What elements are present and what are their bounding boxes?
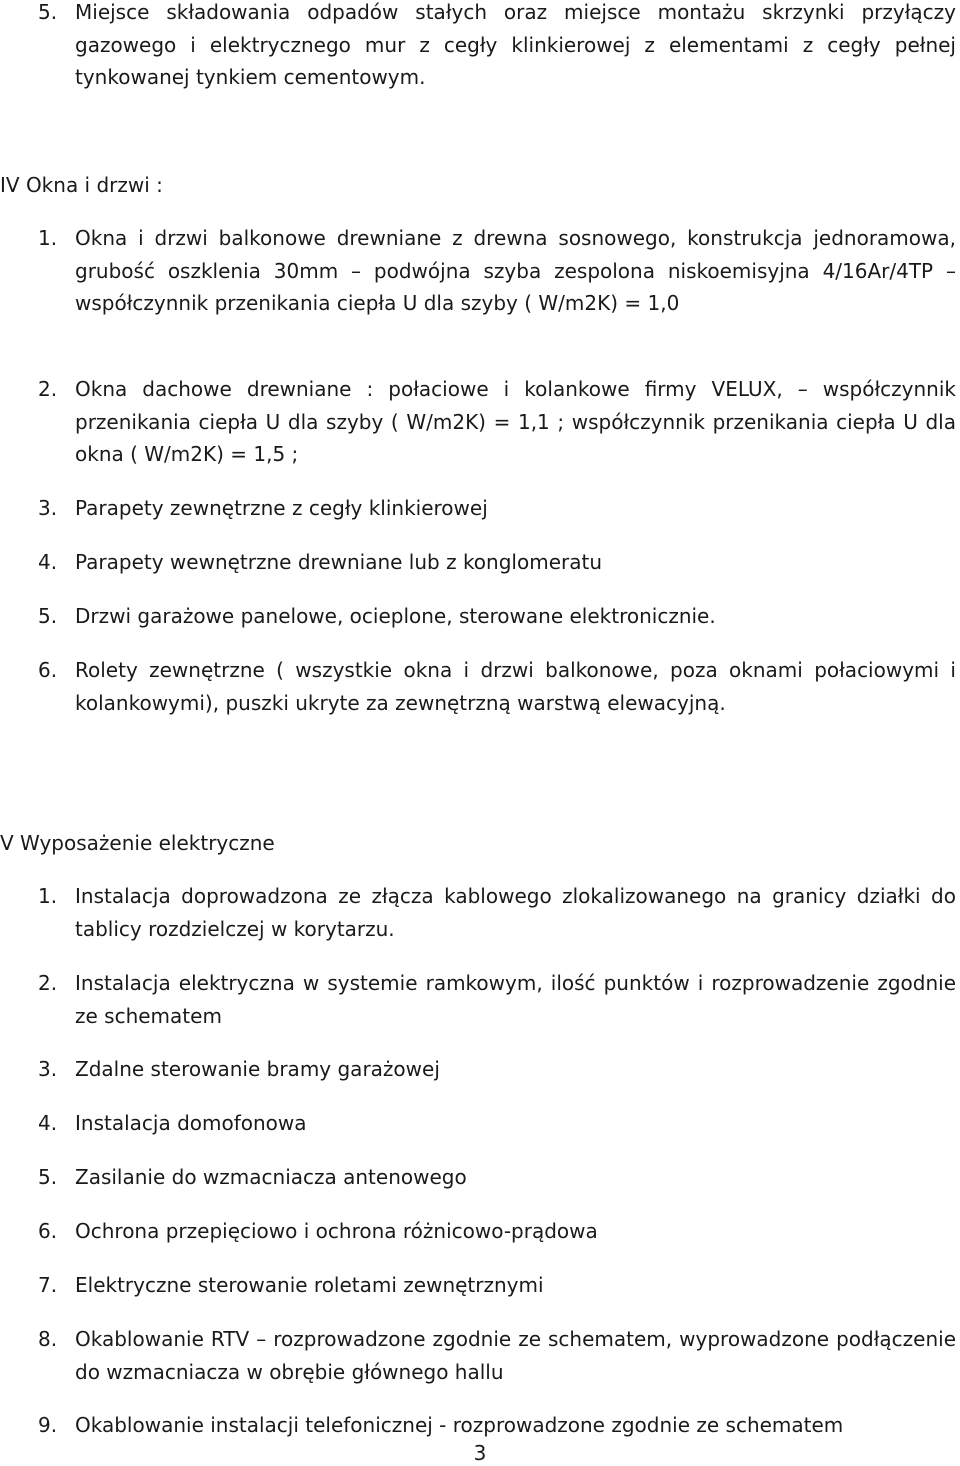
list-item [38, 1323, 956, 1388]
item-number: 4. [38, 1111, 58, 1135]
list-item [38, 1269, 956, 1302]
section-heading-windows-doors: IV Okna i drzwi : [0, 173, 163, 197]
item-text: Ochrona przepięciowo i ochrona różnicowo-prądowa [75, 1219, 598, 1243]
item-text: Instalacja domofonowa [75, 1111, 307, 1135]
list-item [38, 0, 956, 94]
list-item [38, 880, 956, 945]
item-text: Parapety wewnętrzne drewniane lub z konglomeratu [75, 550, 602, 574]
item-number: 9. [38, 1413, 58, 1437]
item-text: Okna i drzwi balkonowe drewniane z drewna sosnowego, konstrukcja jednoramowa, grubość oszklenia 30mm – podwójna szyba zespolona niskoemisyjna 4/16Ar/4TP – współczynnik przenikania ciepła U dla szyby ( W/m2K) = 1,0 [75, 226, 956, 315]
item-text: Okablowanie instalacji telefonicznej - rozprowadzone zgodnie ze schematem [75, 1413, 844, 1437]
item-number: 3. [38, 1057, 58, 1081]
item-number: 2. [38, 971, 58, 995]
item-text: Okna dachowe drewniane : połaciowe i kolankowe firmy VELUX, – współczynnik przenikania ciepła U dla szyby ( W/m2K) = 1,1 ; współczynnik przenikania ciepła U dla okna ( W/m2K) = 1,5 ; [75, 377, 956, 466]
list-item [38, 967, 956, 1032]
item-number: 5. [38, 1165, 58, 1189]
item-text: Miejsce składowania odpadów stałych oraz miejsce montażu skrzynki przyłączy gazowego i elektrycznego mur z cegły klinkierowej z elementami z cegły pełnej tynkowanej tynkiem cementowym. [75, 0, 956, 89]
list-item [38, 1409, 956, 1442]
list-item [38, 1053, 956, 1086]
item-number: 1. [38, 884, 58, 908]
item-text: Drzwi garażowe panelowe, ocieplone, sterowane elektronicznie. [75, 604, 716, 628]
item-number: 3. [38, 496, 58, 520]
item-number: 1. [38, 226, 58, 250]
item-text: Elektryczne sterowanie roletami zewnętrznymi [75, 1273, 544, 1297]
list-item [38, 492, 956, 525]
list-item [38, 600, 956, 633]
list-item [38, 1215, 956, 1248]
list-item [38, 546, 956, 579]
item-text: Instalacja doprowadzona ze złącza kablowego zlokalizowanego na granicy działki do tablicy rozdzielczej w korytarzu. [75, 884, 956, 941]
item-number: 5. [38, 604, 58, 628]
item-text: Parapety zewnętrzne z cegły klinkierowej [75, 496, 488, 520]
item-text: Zasilanie do wzmacniacza antenowego [75, 1165, 467, 1189]
item-number: 2. [38, 377, 58, 401]
item-number: 6. [38, 1219, 58, 1243]
item-text: Instalacja elektryczna w systemie ramkowym, ilość punktów i rozprowadzenie zgodnie ze schematem [75, 971, 956, 1028]
list-item [38, 222, 956, 320]
list-item [38, 1161, 956, 1194]
item-text: Rolety zewnętrzne ( wszystkie okna i drzwi balkonowe, poza oknami połaciowymi i kolankowymi), puszki ukryte za zewnętrzną warstwą elewacyjną. [75, 658, 956, 715]
list-item [38, 373, 956, 471]
page-number: 3 [473, 1441, 487, 1465]
item-text: Zdalne sterowanie bramy garażowej [75, 1057, 440, 1081]
item-number: 4. [38, 550, 58, 574]
item-number: 5. [38, 0, 58, 24]
section-heading-electrical: V Wyposażenie elektryczne [0, 831, 275, 855]
item-number: 8. [38, 1327, 58, 1351]
item-number: 6. [38, 658, 58, 682]
list-item [38, 654, 956, 719]
item-number: 7. [38, 1273, 58, 1297]
item-text: Okablowanie RTV – rozprowadzone zgodnie ze schematem, wyprowadzone podłączenie do wzmacniacza w obrębie głównego hallu [75, 1327, 956, 1384]
list-item [38, 1107, 956, 1140]
